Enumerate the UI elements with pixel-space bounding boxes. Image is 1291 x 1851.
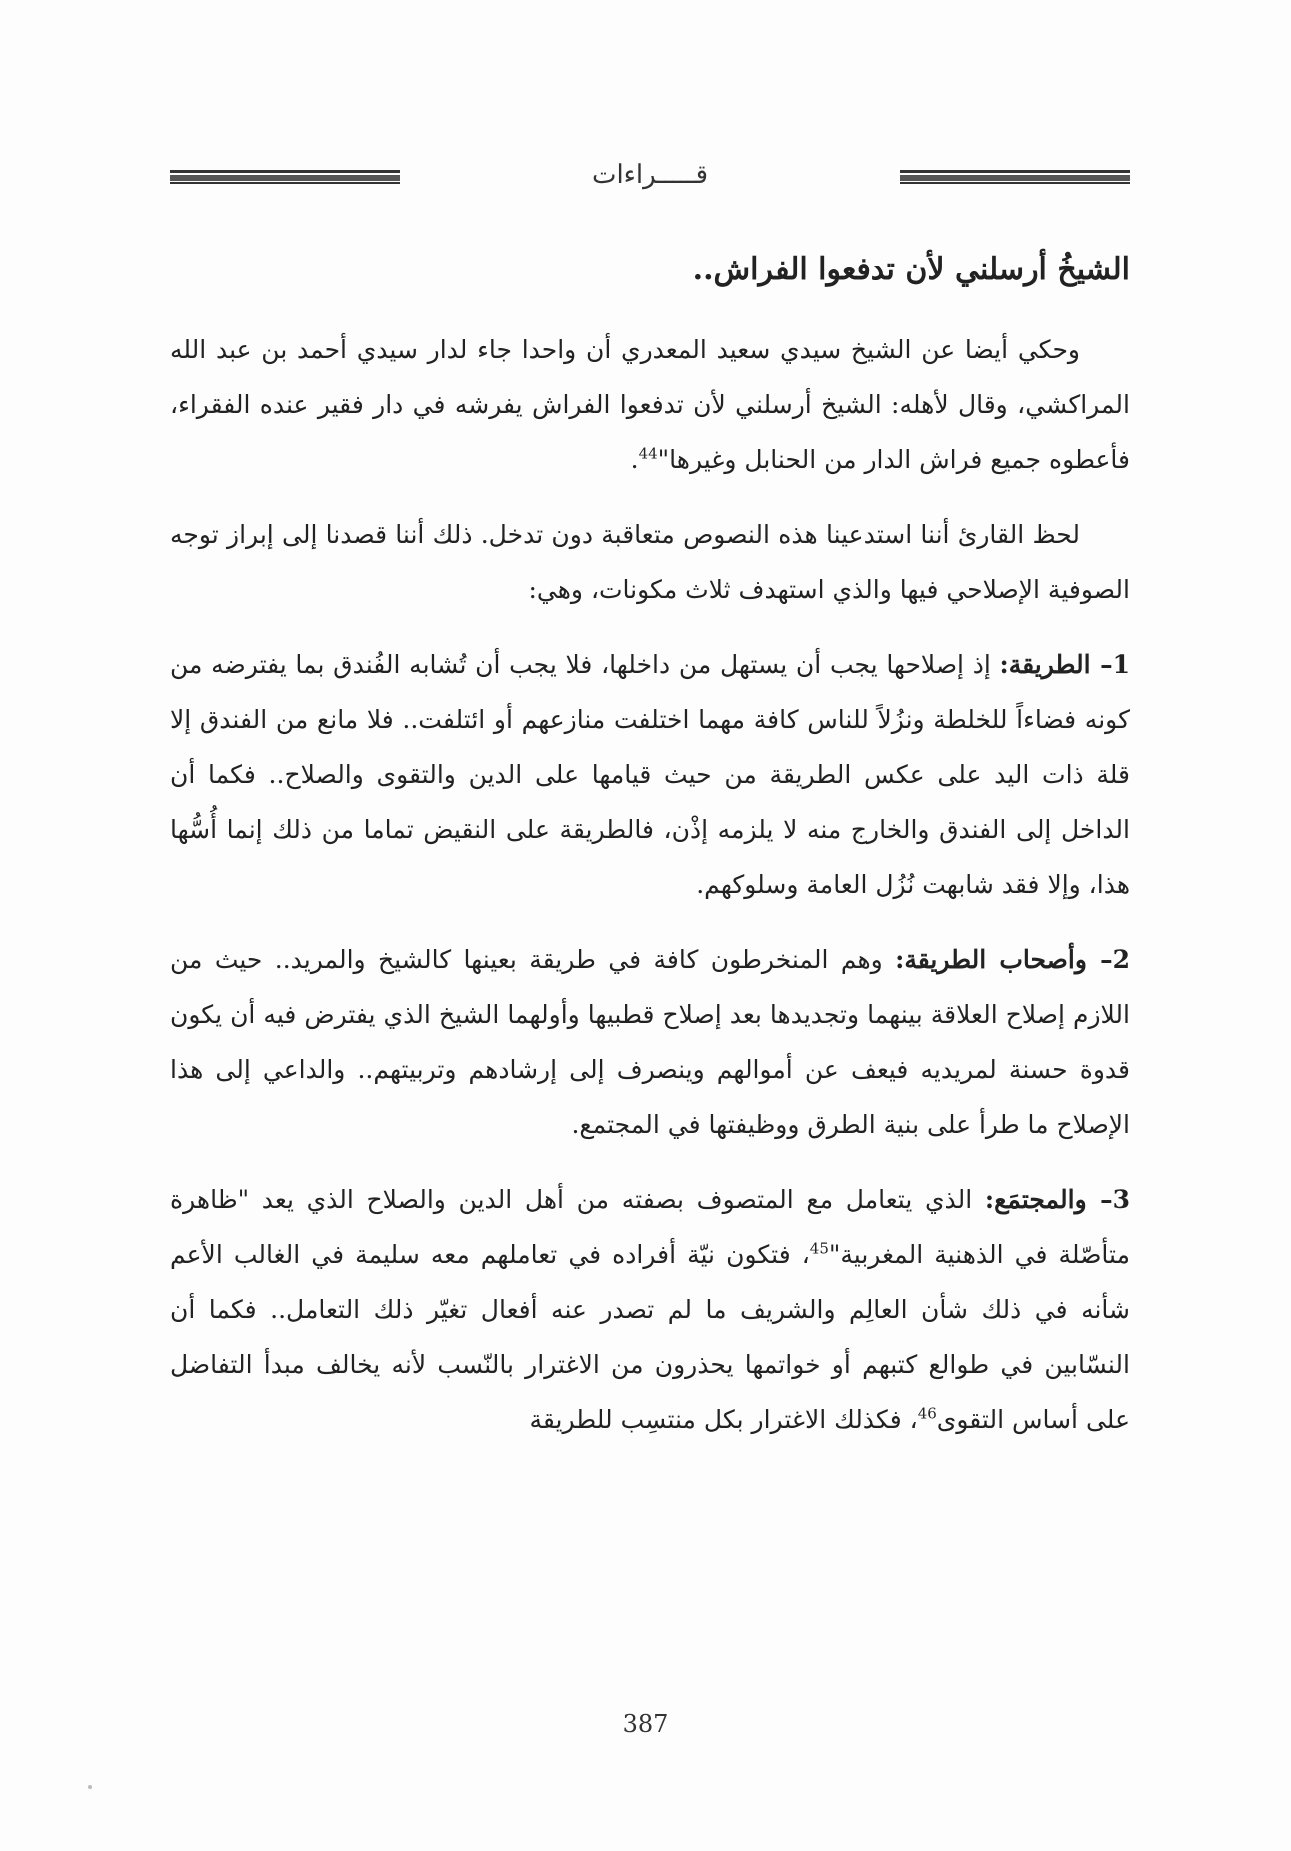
footnote-ref-44: 44 <box>638 444 658 463</box>
paragraph-5-text-c: ، فكذلك الاغترار بكل منتسِب للطريقة <box>529 1405 918 1434</box>
running-header <box>170 160 1130 200</box>
footnote-ref-46: 46 <box>917 1404 937 1423</box>
paragraph-2 <box>170 507 1130 617</box>
paragraph-4-text: وهم المنخرطون كافة في طريقة بعينها كالشيخ والمريد.. حيث من اللازم إصلاح العلاقة بينهما وتجديدها بعد إصلاح قطبيها وأولهما الشيخ الذي يفترض فيه أن يكون قدوة حسنة لمريديه فيعف عن أموالهم وينصرف إلى إرشادهم وتربيتهم.. والداعي إلى هذا الإصلاح ما طرأ على بنية الطرق ووظيفتها في المجتمع. <box>170 945 1130 1139</box>
term-tariqa: 1– الطريقة: <box>999 650 1130 679</box>
paragraph-1 <box>170 322 1130 487</box>
paragraph-5 <box>170 1172 1130 1447</box>
paragraph-5-text-b: ، فتكون نيّة أفراده في تعاملهم معه سليمة في الغالب الأعم شأنه في ذلك شأن العالِم والشريف ما لم تصدر عنه أفعال تغيّر ذلك التعامل.. فكما أن النسّابين في طوالع كتبهم أو خواتمها يحذرون من الاغترار بالنّسب لأنه يخالف مبدأ التفاضل على أساس التقوى <box>170 1240 1130 1434</box>
paragraph-5-text-a: الذي يتعامل مع المتصوف بصفته من أهل الدين والصلاح الذي يعد "ظاهرة متأصّلة في الذهنية المغربية" <box>170 1185 1130 1269</box>
paragraph-3-text: إذ إصلاحها يجب أن يستهل من داخلها، فلا يجب أن تُشابه الفُندق بما يفترضه من كونه فضاءاً للخلطة ونزُلاً للناس كافة مهما اختلفت منازعهم أو ائتلفت.. فلا مانع من الفندق إلا قلة ذات اليد على عكس الطريقة من حيث قيامها على الدين والتقوى والصلاح.. فكما أن الداخل إلى الفندق والخارج منه لا يلزمه إذْن، فالطريقة على النقيض تماما من ذلك إنما أُسُّها هذا، وإلا فقد شابهت نُزُل العامة وسلوكهم. <box>170 650 1130 899</box>
footnote-ref-45: 45 <box>809 1239 829 1258</box>
term-ashab-tariqa: 2– وأصحاب الطريقة: <box>895 945 1130 974</box>
header-title: قـــــراءات <box>591 160 708 190</box>
paragraph-1-tail: . <box>630 445 639 474</box>
main-text <box>170 240 1130 1467</box>
scan-speck <box>88 1785 92 1789</box>
paragraph-4 <box>170 932 1130 1152</box>
paragraph-1-text: وحكي أيضا عن الشيخ سيدي سعيد المعدري أن واحدا جاء لدار سيدي أحمد بن عبد الله المراكشي، وقال لأهله: الشيخ أرسلني لأن تدفعوا الفراش يفرشه في دار فقير عنده الفقراء، فأعطوه جميع فراش الدار من الحنابل وغيرها" <box>170 335 1130 474</box>
paragraph-3 <box>170 637 1130 912</box>
section-heading: الشيخُ أرسلني لأن تدفعوا الفراش.. <box>692 252 1130 287</box>
header-rule-left <box>170 170 400 184</box>
paragraph-2-text: لحظ القارئ أننا استدعينا هذه النصوص متعاقبة دون تدخل. ذلك أننا قصدنا إلى إبراز توجه الصوفية الإصلاحي فيها والذي استهدف ثلاث مكونات، وهي: <box>170 520 1130 604</box>
page-number: 387 <box>622 1710 669 1738</box>
term-mujtama: 3– والمجتمَع: <box>984 1185 1130 1214</box>
